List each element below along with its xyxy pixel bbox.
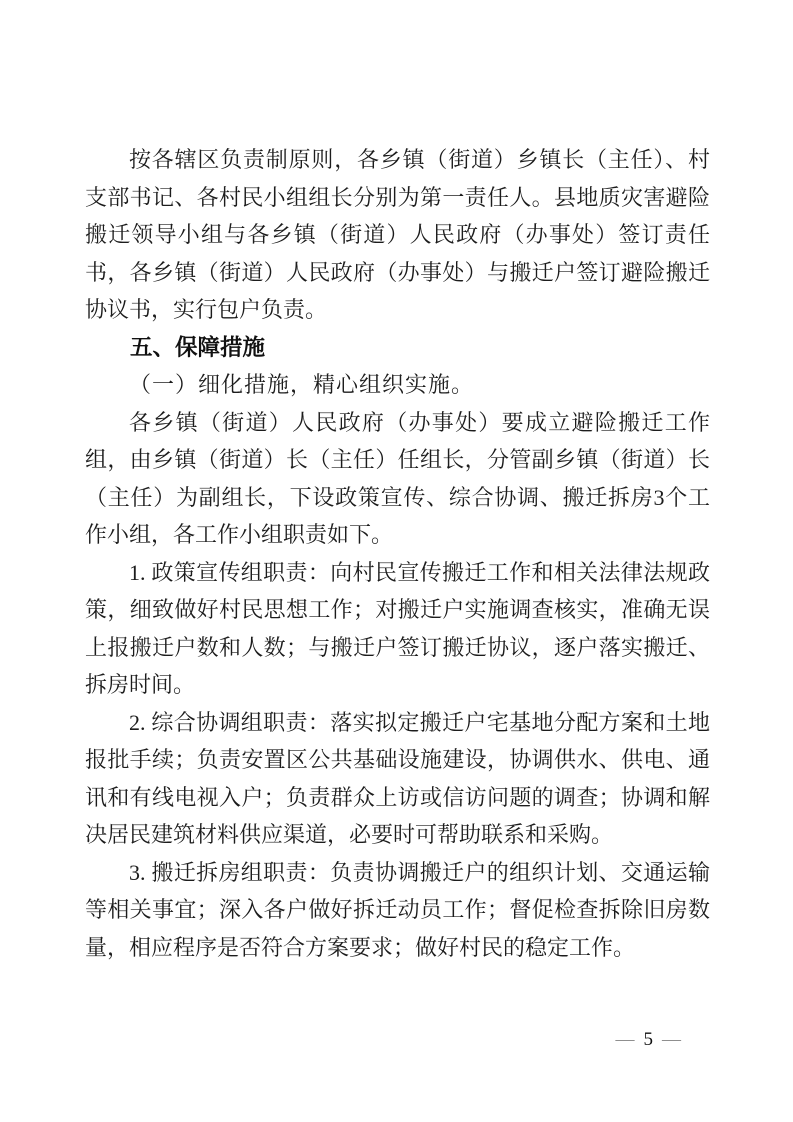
page-number: 5 [643, 1029, 653, 1050]
footer-dash-right: — [662, 1029, 681, 1050]
content-area [85, 141, 710, 966]
paragraph-item-2-coordination: 2. 综合协调组职责：落实拟定搬迁户宅基地分配方案和土地报批手续；负责安置区公共基础设施建设，协调供水、供电、通讯和有线电视入户；负责群众上访或信访问题的调查；协调和解决居民建筑材料供应渠道，必要时可帮助联系和采购。 [85, 709, 710, 847]
section-heading: 五、保障措施 [130, 334, 266, 360]
paragraph-item-1-policy-publicity: 1. 政策宣传组职责：向村民宣传搬迁工作和相关法律法规政策，细致做好村民思想工作；对搬迁户实施调查核实，准确无误上报搬迁户数和人数；与搬迁户签订搬迁协议，逐户落实搬迁、拆房时间。 [85, 559, 710, 697]
page-footer [607, 1028, 691, 1052]
paragraph-workgroup-setup: 各乡镇（街道）人民政府（办事处）要成立避险搬迁工作组，由乡镇（街道）长（主任）任组长，分管副乡镇（街道）长（主任）为副组长，下设政策宣传、综合协调、搬迁拆房3个工作小组，各工作小组职责如下。 [85, 409, 710, 547]
subsection-heading: （一）细化措施，精心组织实施。 [129, 372, 475, 397]
footer-dash-left: — [615, 1029, 635, 1050]
paragraph-item-3-relocation-demolition: 3. 搬迁拆房组职责：负责协调搬迁户的组织计划、交通运输等相关事宜；深入各户做好拆迁动员工作；督促检查拆除旧房数量，相应程序是否符合方案要求；做好村民的稳定工作。 [85, 859, 710, 960]
intro-paragraph: 按各辖区负责制原则，各乡镇（街道）乡镇长（主任）、村支部书记、各村民小组组长分别为第一责任人。县地质灾害避险搬迁领导小组与各乡镇（街道）人民政府（办事处）签订责任书，各乡镇（街道）人民政府（办事处）与搬迁户签订避险搬迁协议书，实行包户负责。 [85, 147, 710, 322]
